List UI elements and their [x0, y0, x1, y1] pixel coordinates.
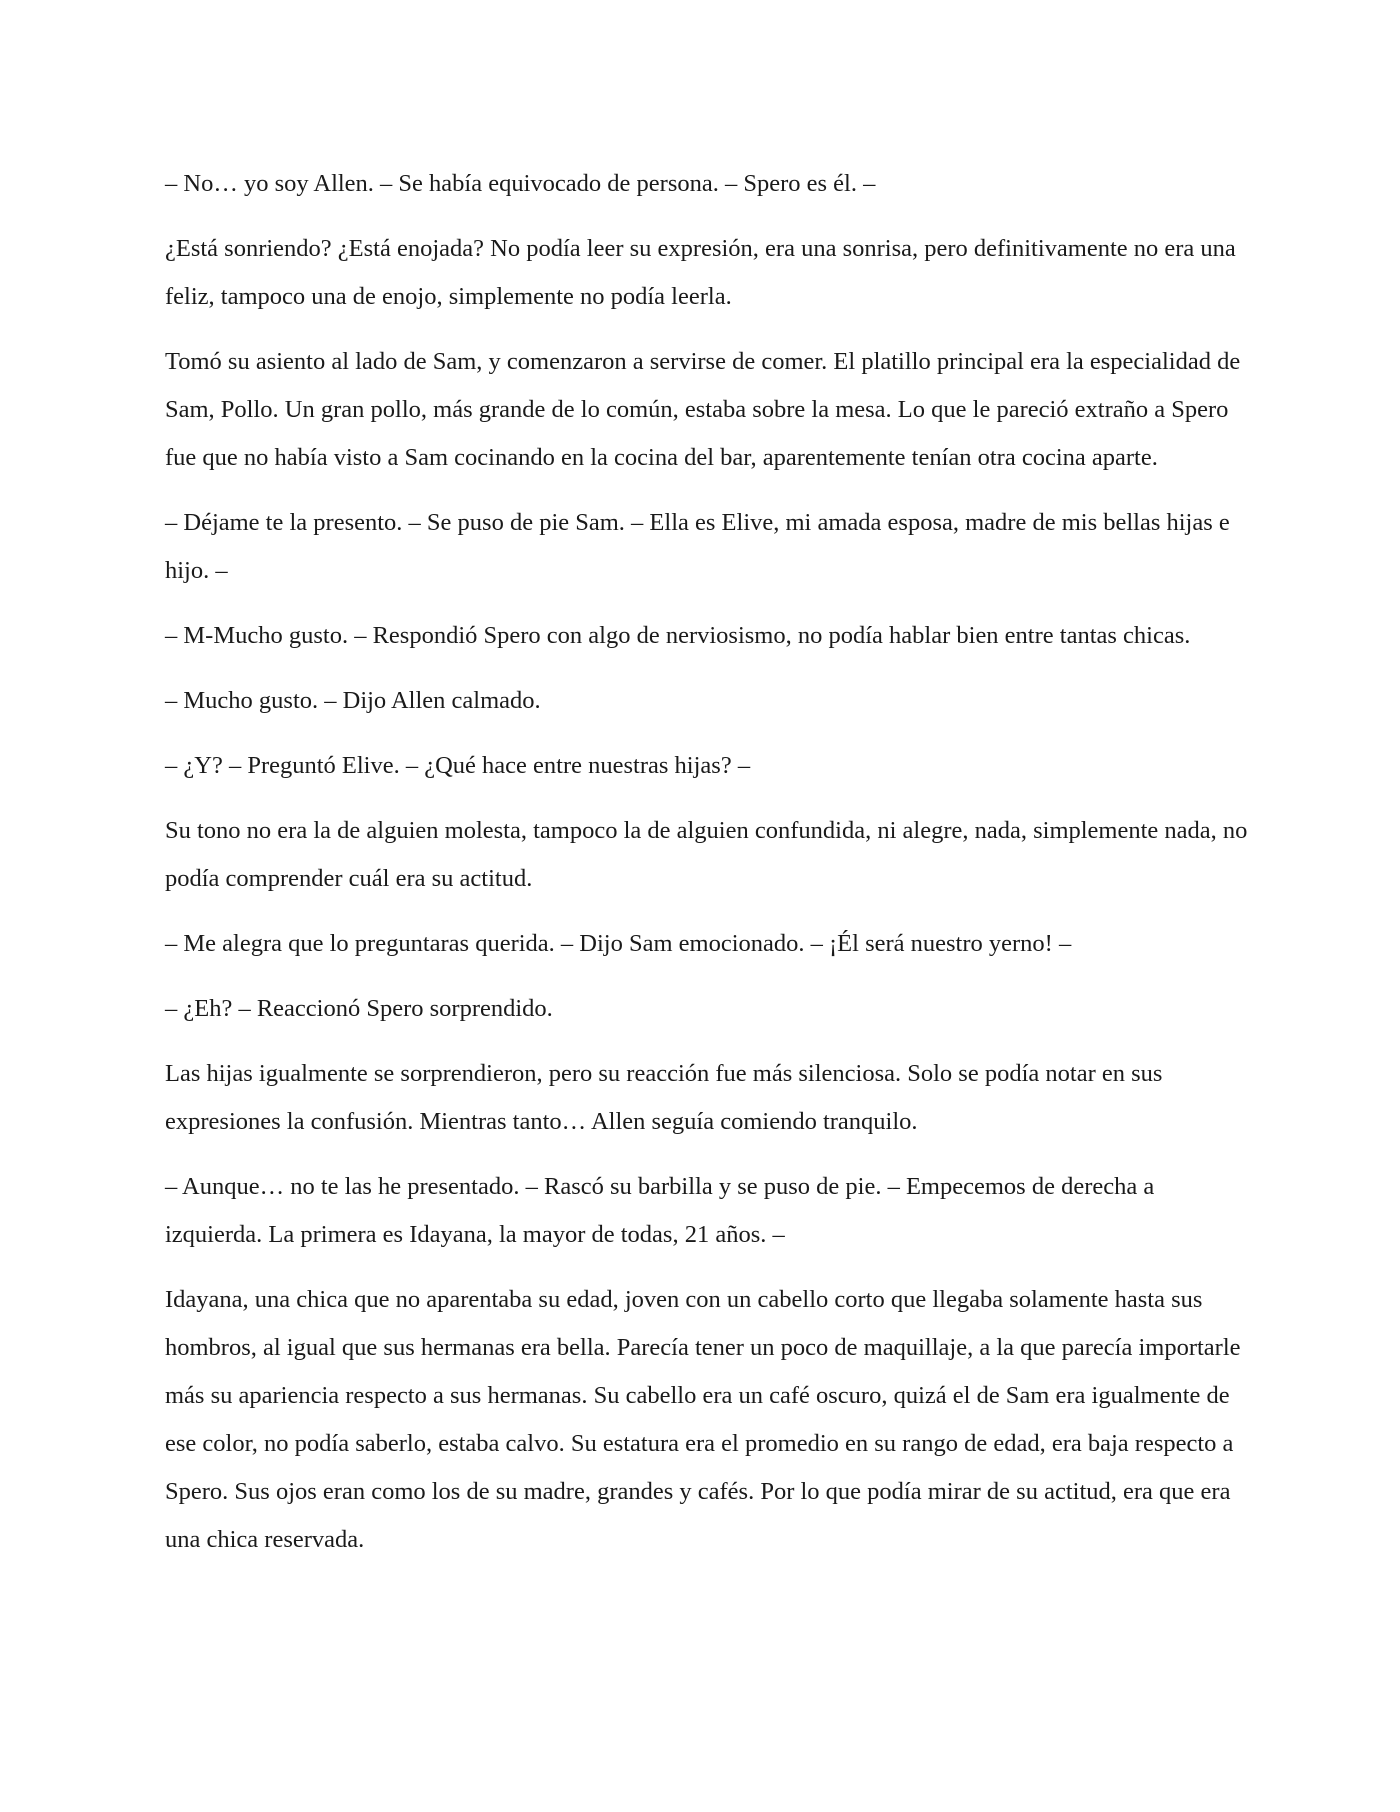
- paragraph: – ¿Eh? – Reaccionó Spero sorprendido.: [165, 995, 553, 1022]
- paragraph: – No… yo soy Allen. – Se había equivocado de persona. – Spero es él. –: [165, 170, 876, 197]
- paragraph: – M-Mucho gusto. – Respondió Spero con algo de nerviosismo, no podía hablar bien entre tantas chicas.: [165, 622, 1191, 649]
- paragraph: – Déjame te la presento. – Se puso de pie Sam. – Ella es Elive, mi amada esposa, madre de mis bellas hijas e hijo. –: [165, 509, 1230, 584]
- paragraph: – Aunque… no te las he presentado. – Rascó su barbilla y se puso de pie. – Empecemos de derecha a izquierda. La primera es Idayana, la mayor de todas, 21 años. –: [165, 1173, 1155, 1248]
- paragraph: Las hijas igualmente se sorprendieron, pero su reacción fue más silenciosa. Solo se podía notar en sus expresiones la confusión. Mientras tanto… Allen seguía comiendo tranquilo.: [165, 1060, 1163, 1135]
- paragraph: – ¿Y? – Preguntó Elive. – ¿Qué hace entre nuestras hijas? –: [165, 752, 751, 779]
- document-body: [165, 160, 1255, 1581]
- paragraph: Su tono no era la de alguien molesta, tampoco la de alguien confundida, ni alegre, nada, simplemente nada, no podía comprender cuál era su actitud.: [165, 817, 1248, 892]
- paragraph: – Mucho gusto. – Dijo Allen calmado.: [165, 687, 541, 714]
- paragraph: Idayana, una chica que no aparentaba su edad, joven con un cabello corto que llegaba solamente hasta sus hombros, al igual que sus hermanas era bella. Parecía tener un poco de maquillaje, a la que parecía importarle más su apariencia respecto a sus hermanas. Su cabello era un café oscuro, quizá el de Sam era igualmente de ese color, no podía saberlo, estaba calvo. Su estatura era el promedio en su rango de edad, era baja respecto a Spero. Sus ojos eran como los de su madre, grandes y cafés. Por lo que podía mirar de su actitud, era que era una chica reservada.: [165, 1286, 1241, 1553]
- paragraph: Tomó su asiento al lado de Sam, y comenzaron a servirse de comer. El platillo principal era la especialidad de Sam, Pollo. Un gran pollo, más grande de lo común, estaba sobre la mesa. Lo que le pareció extraño a Spero fue que no había visto a Sam cocinando en la cocina del bar, aparentemente tenían otra cocina aparte.: [165, 348, 1241, 471]
- paragraph: ¿Está sonriendo? ¿Está enojada? No podía leer su expresión, era una sonrisa, pero definitivamente no era una feliz, tampoco una de enojo, simplemente no podía leerla.: [165, 235, 1236, 310]
- paragraph: – Me alegra que lo preguntaras querida. – Dijo Sam emocionado. – ¡Él será nuestro yerno! –: [165, 930, 1072, 957]
